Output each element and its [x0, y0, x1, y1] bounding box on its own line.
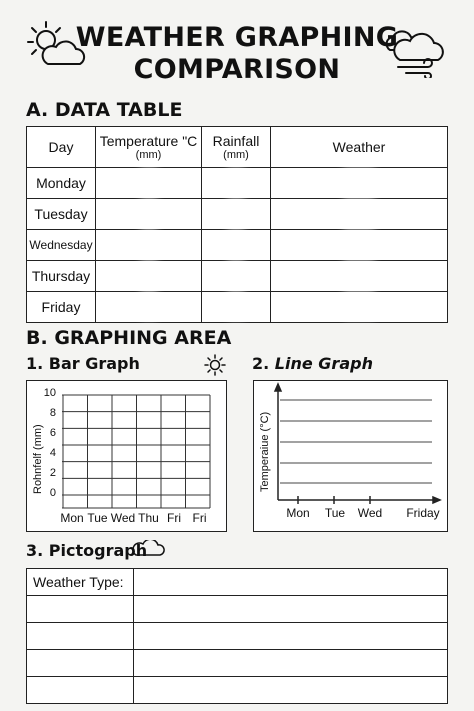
- weather-type-cell[interactable]: [27, 596, 134, 623]
- bar-y-tick: 8: [49, 407, 56, 419]
- rainfall-input[interactable]: [202, 292, 271, 323]
- data-table: [26, 126, 448, 323]
- day-cell: Tuesday: [27, 199, 96, 230]
- weather-input[interactable]: [271, 230, 448, 261]
- line-graph-ylabel: Temperaiue (°C): [259, 411, 271, 492]
- sun-icon: [204, 354, 226, 376]
- temperature-input[interactable]: [96, 292, 202, 323]
- temperature-input[interactable]: [96, 168, 202, 199]
- rainfall-input[interactable]: [202, 230, 271, 261]
- weather-input[interactable]: [271, 292, 448, 323]
- weather-input[interactable]: [271, 199, 448, 230]
- weather-type-cell[interactable]: [27, 650, 134, 677]
- table-row: [27, 199, 448, 230]
- table-row: [27, 292, 448, 323]
- cloud-icon: [132, 540, 166, 558]
- pictograph-row: [27, 569, 448, 596]
- table-row: [27, 230, 448, 261]
- page-title: WEATHER GRAPHING COMPARISON: [75, 22, 399, 85]
- pictograph-row: [27, 623, 448, 650]
- bar-x-label: Fri: [167, 511, 181, 525]
- section-b-heading: B. GRAPHING AREA: [26, 327, 232, 349]
- weather-type-cell[interactable]: Weather Type:: [27, 569, 134, 596]
- line-x-label: Mon: [286, 506, 310, 520]
- rainfall-input[interactable]: [202, 168, 271, 199]
- col-day: Day: [27, 127, 96, 168]
- bar-graph-title: 1. Bar Graph: [26, 354, 140, 373]
- bar-x-label: Wed: [110, 511, 136, 525]
- bar-y-tick: 4: [49, 447, 56, 459]
- weather-input[interactable]: [271, 261, 448, 292]
- weather-type-cell[interactable]: [27, 677, 134, 704]
- col-temperature: Temperature "C (mm): [96, 127, 202, 168]
- pictograph-symbols-cell[interactable]: [134, 596, 448, 623]
- rainfall-input[interactable]: [202, 261, 271, 292]
- table-row: [27, 261, 448, 292]
- pictograph-title: 3. Pictograph: [26, 541, 148, 560]
- col-rainfall: Rainfall (mm): [202, 127, 271, 168]
- pictograph-row: [27, 650, 448, 677]
- bar-y-tick: 10: [43, 387, 56, 399]
- data-table-header-row: [27, 127, 448, 168]
- bar-y-tick: 6: [49, 427, 56, 439]
- pictograph-row: [27, 596, 448, 623]
- bar-y-tick: 2: [49, 467, 56, 479]
- pictograph-row: [27, 677, 448, 704]
- pictograph-symbols-cell[interactable]: [134, 569, 448, 596]
- line-x-label: Tue: [324, 506, 346, 520]
- day-cell: Monday: [27, 168, 96, 199]
- day-cell: Thursday: [27, 261, 96, 292]
- bar-graph-grid[interactable]: [62, 394, 212, 510]
- line-graph-plot[interactable]: [272, 382, 442, 506]
- bar-x-label: Mon: [60, 511, 84, 525]
- bar-x-label: Thu: [138, 511, 159, 525]
- temperature-input[interactable]: [96, 199, 202, 230]
- day-cell: Wednesday: [27, 230, 96, 261]
- day-cell: Friday: [27, 292, 96, 323]
- line-graph-title: 2. Line Graph: [252, 354, 373, 373]
- line-x-label: Wed: [357, 506, 383, 520]
- pictograph-symbols-cell[interactable]: [134, 677, 448, 704]
- bar-graph-ylabel: Rohnfelf (mm): [32, 424, 44, 494]
- weather-type-cell[interactable]: [27, 623, 134, 650]
- col-weather: Weather: [271, 127, 448, 168]
- pictograph-symbols-cell[interactable]: [134, 650, 448, 677]
- temperature-input[interactable]: [96, 230, 202, 261]
- table-row: [27, 168, 448, 199]
- section-a-heading: A. DATA TABLE: [26, 99, 183, 121]
- bar-x-label: Fri: [192, 511, 207, 525]
- bar-x-label: Tue: [87, 511, 108, 525]
- temperature-input[interactable]: [96, 261, 202, 292]
- pictograph-table: [26, 568, 448, 704]
- weather-input[interactable]: [271, 168, 448, 199]
- line-x-label: Friday: [406, 506, 440, 520]
- bar-y-tick: 0: [49, 487, 56, 499]
- rainfall-input[interactable]: [202, 199, 271, 230]
- pictograph-symbols-cell[interactable]: [134, 623, 448, 650]
